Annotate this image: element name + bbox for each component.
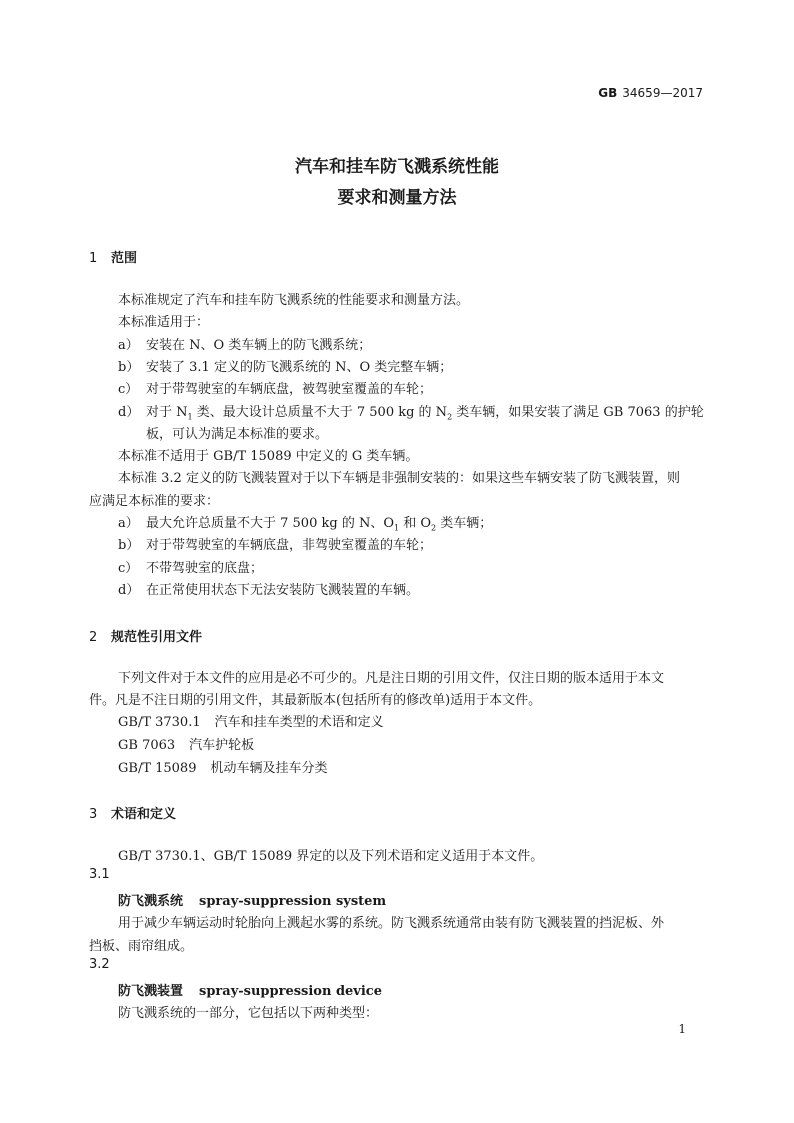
- sec1-paragraph-4: 本标准 3.2 定义的防飞溅装置对于以下车辆是非强制安装的：如果这些车辆安装了防飞溅装置，则: [118, 471, 680, 486]
- term-3-1: 防飞溅系统 spray-suppression system: [118, 894, 387, 909]
- definition-3-1-continuation: 挡板、雨帘组成。: [89, 939, 194, 954]
- page-number: 1: [678, 1022, 686, 1036]
- reference-item: GB/T 15089 机动车辆及挂车分类: [118, 761, 328, 776]
- definition-3-2: 防飞溅系统的一部分，它包括以下两种类型：: [118, 1006, 379, 1021]
- list-item: c） 对于带驾驶室的车辆底盘，被驾驶室覆盖的车轮；: [118, 382, 433, 397]
- term-3-2: 防飞溅装置 spray-suppression device: [118, 984, 382, 999]
- list-item: a） 最大允许总质量不大于 7 500 kg 的 N、$O_1$ 和 $O_2$ 类车辆；: [118, 516, 493, 533]
- list-item: d） 在正常使用状态下无法安装防飞溅装置的车辆。: [118, 583, 420, 598]
- section-3-heading: 3 术语和定义: [89, 807, 177, 822]
- sec3-paragraph-1: GB/T 3730.1、GB/T 15089 界定的以及下列术语和定义适用于本文件。: [118, 849, 544, 864]
- list-item-continuation: 板，可认为满足本标准的要求。: [146, 427, 329, 442]
- sec2-paragraph-1: 下列文件对于本文件的应用是必不可少的。凡是注日期的引用文件，仅注日期的版本适用于本文: [118, 671, 665, 686]
- standard-number: [598, 86, 703, 100]
- list-item: a） 安装在 N、O 类车辆上的防飞溅系统；: [118, 338, 372, 353]
- sec1-paragraph-1: 本标准规定了汽车和挂车防飞溅系统的性能要求和测量方法。: [118, 293, 470, 308]
- sec1-paragraph-3: 本标准不适用于 GB/T 15089 中定义的 G 类车辆。: [118, 449, 419, 464]
- title-line-2: 要求和测量方法: [337, 188, 457, 208]
- standard-code: 34659—2017: [622, 86, 703, 100]
- clause-3-2-number: 3.2: [89, 957, 110, 972]
- list-item: c） 不带驾驶室的底盘；: [118, 561, 264, 576]
- clause-3-1-number: 3.1: [89, 867, 110, 882]
- sec1-paragraph-2: 本标准适用于：: [118, 315, 210, 330]
- section-2-heading: 2 规范性引用文件: [89, 630, 203, 645]
- title-line-1: 汽车和挂车防飞溅系统性能: [295, 157, 499, 177]
- section-1-heading: 1 范围: [89, 251, 138, 266]
- reference-item: GB 7063 汽车护轮板: [118, 738, 255, 753]
- definition-3-1: 用于减少车辆运动时轮胎向上溅起水雾的系统。防飞溅系统通常由装有防飞溅装置的挡泥板、外: [118, 916, 665, 931]
- list-item: b） 安装了 3.1 定义的防飞溅系统的 N、O 类完整车辆；: [118, 360, 453, 375]
- reference-item: GB/T 3730.1 汽车和挂车类型的术语和定义: [118, 715, 384, 730]
- sec1-paragraph-4-continuation: 应满足本标准的要求：: [89, 494, 220, 509]
- sec2-paragraph-1-continuation: 件。凡是不注日期的引用文件，其最新版本(包括所有的修改单)适用于本文件。: [89, 693, 542, 708]
- list-item: d） 对于 $N_1$ 类、最大设计总质量不大于 7 500 kg 的 $N_2$ 类车辆，如果安装了满足 GB 7063 的护轮: [118, 405, 704, 422]
- list-item: b） 对于带驾驶室的车辆底盘，非驾驶室覆盖的车轮；: [118, 538, 433, 553]
- standard-prefix: GB: [598, 86, 618, 100]
